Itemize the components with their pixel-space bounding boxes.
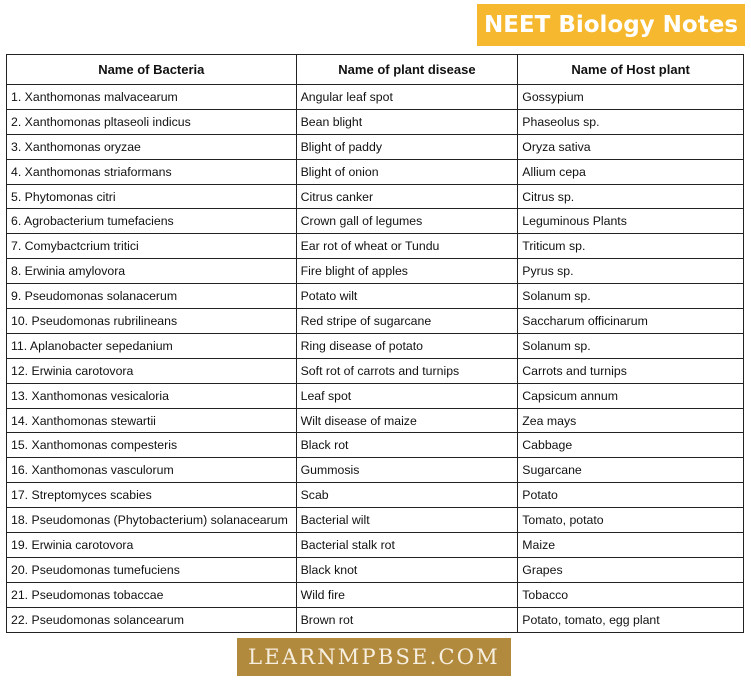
disease-cell: Scab [296, 483, 518, 508]
disease-cell: Red stripe of sugarcane [296, 309, 518, 334]
table-row [7, 383, 744, 408]
host-cell: Triticum sp. [518, 234, 744, 259]
bacteria-cell: 15. Xanthomonas compesteris [7, 433, 297, 458]
site-badge [477, 4, 745, 46]
bacteria-cell: 5. Phytomonas citri [7, 184, 297, 209]
table-row [7, 259, 744, 284]
host-cell: Leguminous Plants [518, 209, 744, 234]
host-cell: Gossypium [518, 85, 744, 110]
bacteria-cell: 21. Pseudomonas tobaccae [7, 582, 297, 607]
bacteria-cell: 11. Aplanobacter sepedanium [7, 333, 297, 358]
disease-cell: Crown gall of legumes [296, 209, 518, 234]
bacteria-cell: 9. Pseudomonas solanacerum [7, 284, 297, 309]
disease-cell: Ear rot of wheat or Tundu [296, 234, 518, 259]
table-row [7, 159, 744, 184]
table-row [7, 533, 744, 558]
host-cell: Maize [518, 533, 744, 558]
header-host-plant: Name of Host plant [518, 55, 744, 85]
disease-cell: Blight of paddy [296, 134, 518, 159]
host-cell: Capsicum annum [518, 383, 744, 408]
bacteria-cell: 16. Xanthomonas vasculorum [7, 458, 297, 483]
table-row [7, 109, 744, 134]
bacteria-cell: 10. Pseudomonas rubrilineans [7, 309, 297, 334]
disease-cell: Ring disease of potato [296, 333, 518, 358]
table-row [7, 333, 744, 358]
host-cell: Potato, tomato, egg plant [518, 607, 744, 632]
disease-cell: Bacterial wilt [296, 508, 518, 533]
table-row [7, 557, 744, 582]
bacteria-cell: 12. Erwinia carotovora [7, 358, 297, 383]
bacteria-cell: 13. Xanthomonas vesicaloria [7, 383, 297, 408]
disease-cell: Citrus canker [296, 184, 518, 209]
disease-cell: Gummosis [296, 458, 518, 483]
disease-cell: Bean blight [296, 109, 518, 134]
host-cell: Tomato, potato [518, 508, 744, 533]
disease-cell: Soft rot of carrots and turnips [296, 358, 518, 383]
table-row [7, 607, 744, 632]
table-row [7, 85, 744, 110]
bacteria-cell: 1. Xanthomonas malvacearum [7, 85, 297, 110]
bacteria-cell: 19. Erwinia carotovora [7, 533, 297, 558]
bacteria-cell: 18. Pseudomonas (Phytobacterium) solanacearum [7, 508, 297, 533]
host-cell: Grapes [518, 557, 744, 582]
host-cell: Pyrus sp. [518, 259, 744, 284]
table-row [7, 458, 744, 483]
disease-cell: Blight of onion [296, 159, 518, 184]
bacteria-cell: 22. Pseudomonas solancearum [7, 607, 297, 632]
table-row [7, 234, 744, 259]
table-row [7, 184, 744, 209]
table-row [7, 209, 744, 234]
host-cell: Potato [518, 483, 744, 508]
table-row [7, 358, 744, 383]
header-bacteria: Name of Bacteria [7, 55, 297, 85]
disease-cell: Fire blight of apples [296, 259, 518, 284]
disease-cell: Leaf spot [296, 383, 518, 408]
bacteria-cell: 20. Pseudomonas tumefuciens [7, 557, 297, 582]
badge-label: NEET Biology Notes [483, 12, 739, 38]
host-cell: Phaseolus sp. [518, 109, 744, 134]
disease-cell: Black knot [296, 557, 518, 582]
bacteria-cell: 7. Comybactcrium tritici [7, 234, 297, 259]
table-row [7, 508, 744, 533]
header-plant-disease: Name of plant disease [296, 55, 518, 85]
bacteria-cell: 14. Xanthomonas stewartii [7, 408, 297, 433]
host-cell: Solanum sp. [518, 284, 744, 309]
table-row [7, 284, 744, 309]
disease-cell: Angular leaf spot [296, 85, 518, 110]
bacteria-cell: 17. Streptomyces scabies [7, 483, 297, 508]
host-cell: Zea mays [518, 408, 744, 433]
table-row [7, 309, 744, 334]
bacteria-cell: 6. Agrobacterium tumefaciens [7, 209, 297, 234]
host-cell: Cabbage [518, 433, 744, 458]
disease-cell: Wilt disease of maize [296, 408, 518, 433]
bacteria-disease-table [6, 54, 744, 633]
table-header-row [7, 55, 744, 85]
host-cell: Oryza sativa [518, 134, 744, 159]
bacteria-cell: 4. Xanthomonas striaformans [7, 159, 297, 184]
table-row [7, 408, 744, 433]
host-cell: Sugarcane [518, 458, 744, 483]
host-cell: Solanum sp. [518, 333, 744, 358]
host-cell: Citrus sp. [518, 184, 744, 209]
bacteria-cell: 2. Xanthomonas pltaseoli indicus [7, 109, 297, 134]
table-row [7, 582, 744, 607]
disease-cell: Brown rot [296, 607, 518, 632]
table-row [7, 483, 744, 508]
table-row [7, 433, 744, 458]
disease-cell: Black rot [296, 433, 518, 458]
host-cell: Tobacco [518, 582, 744, 607]
site-footer-logo [237, 638, 511, 676]
host-cell: Saccharum officinarum [518, 309, 744, 334]
table-row [7, 134, 744, 159]
disease-cell: Bacterial stalk rot [296, 533, 518, 558]
footer-label: LEARNMPBSE.COM [248, 645, 500, 669]
disease-cell: Wild fire [296, 582, 518, 607]
disease-cell: Potato wilt [296, 284, 518, 309]
host-cell: Carrots and turnips [518, 358, 744, 383]
host-cell: Allium cepa [518, 159, 744, 184]
bacteria-cell: 8. Erwinia amylovora [7, 259, 297, 284]
bacteria-cell: 3. Xanthomonas oryzae [7, 134, 297, 159]
